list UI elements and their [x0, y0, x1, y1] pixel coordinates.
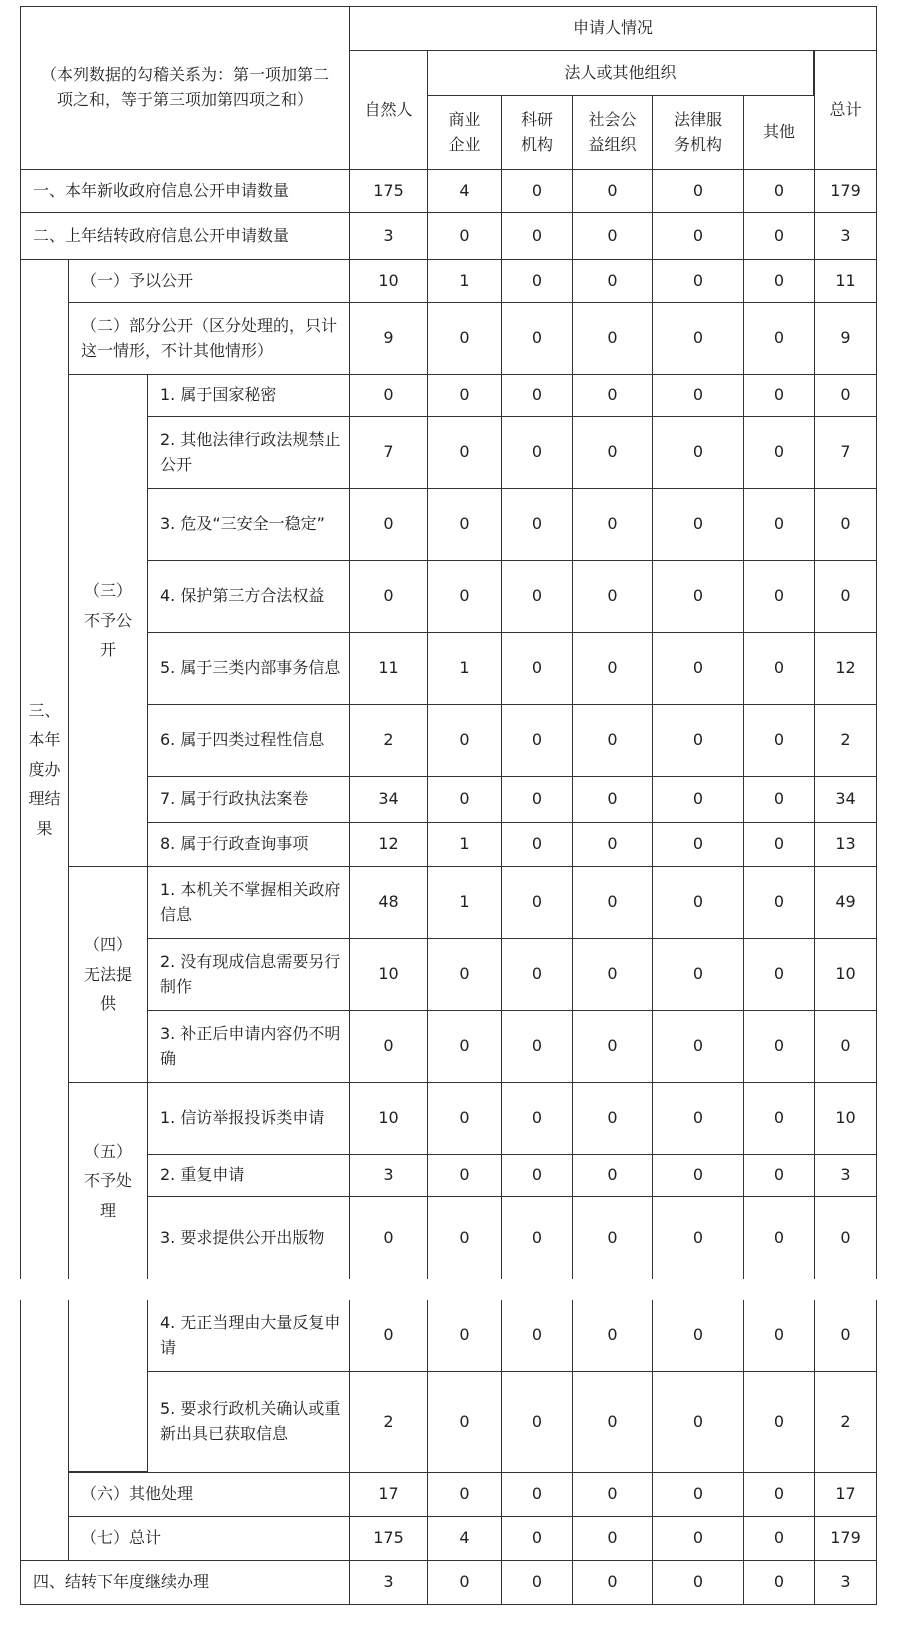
cell-commercial: 0 — [427, 374, 502, 417]
cell-commercial: 1 — [427, 632, 502, 705]
cell-public-welfare: 0 — [572, 822, 653, 867]
cell-other: 0 — [743, 1299, 815, 1372]
cell-natural-person: 0 — [349, 1299, 428, 1372]
cell-legal-service: 0 — [652, 1516, 744, 1561]
cell-commercial: 0 — [427, 1154, 502, 1197]
header-other: 其他 — [743, 95, 815, 170]
header-note: （本列数据的勾稽关系为：第一项加第二项之和，等于第三项加第四项之和） — [20, 6, 350, 170]
cell-total: 0 — [814, 560, 877, 633]
cell-legal-service: 0 — [652, 866, 744, 939]
cell-other: 0 — [743, 632, 815, 705]
row-label: （七）总计 — [68, 1516, 350, 1561]
header-total: 总计 — [814, 50, 877, 170]
cell-public-welfare: 0 — [572, 1154, 653, 1197]
row-label: 1. 信访举报投诉类申请 — [147, 1082, 350, 1155]
row-label: 5. 属于三类内部事务信息 — [147, 632, 350, 705]
cell-other: 0 — [743, 1196, 815, 1280]
cell-total: 179 — [814, 169, 877, 213]
cell-natural-person: 17 — [349, 1472, 428, 1517]
row-label: 3. 补正后申请内容仍不明确 — [147, 1010, 350, 1083]
cell-total: 179 — [814, 1516, 877, 1561]
cell-natural-person: 2 — [349, 704, 428, 777]
cell-commercial: 0 — [427, 1299, 502, 1372]
cell-other: 0 — [743, 1154, 815, 1197]
cell-commercial: 0 — [427, 704, 502, 777]
cell-total: 0 — [814, 1010, 877, 1083]
cell-commercial: 0 — [427, 302, 502, 375]
cell-commercial: 4 — [427, 169, 502, 213]
cell-natural-person: 3 — [349, 212, 428, 260]
cell-legal-service: 0 — [652, 212, 744, 260]
cell-total: 12 — [814, 632, 877, 705]
cell-commercial: 0 — [427, 488, 502, 561]
section3-label: 三、本年度办理结果 — [20, 259, 69, 1280]
cell-other: 0 — [743, 169, 815, 213]
row-label: 8. 属于行政查询事项 — [147, 822, 350, 867]
group-no-disclose-label: （三）不予公开 — [68, 374, 148, 867]
cell-commercial: 0 — [427, 212, 502, 260]
row-label: 1. 属于国家秘密 — [147, 374, 350, 417]
cell-public-welfare: 0 — [572, 1371, 653, 1473]
cell-public-welfare: 0 — [572, 212, 653, 260]
cell-total: 13 — [814, 822, 877, 867]
cell-other: 0 — [743, 416, 815, 489]
page-break-gap — [0, 1279, 900, 1300]
cell-commercial: 0 — [427, 776, 502, 823]
row-label: 3. 危及“三安全一稳定” — [147, 488, 350, 561]
cell-other: 0 — [743, 212, 815, 260]
cell-total: 0 — [814, 488, 877, 561]
cell-commercial: 0 — [427, 1560, 502, 1605]
cell-total: 0 — [814, 1196, 877, 1280]
cell-public-welfare: 0 — [572, 488, 653, 561]
cell-research: 0 — [501, 169, 573, 213]
cell-public-welfare: 0 — [572, 1516, 653, 1561]
cell-research: 0 — [501, 1299, 573, 1372]
cell-commercial: 0 — [427, 1472, 502, 1517]
row-label: 2. 重复申请 — [147, 1154, 350, 1197]
header-legal-service: 法律服务机构 — [652, 95, 744, 170]
cell-commercial: 0 — [427, 416, 502, 489]
row-label: 5. 要求行政机关确认或重新出具已获取信息 — [147, 1371, 350, 1473]
cell-commercial: 4 — [427, 1516, 502, 1561]
cell-total: 0 — [814, 374, 877, 417]
cell-other: 0 — [743, 938, 815, 1011]
cell-other: 0 — [743, 822, 815, 867]
group-not-handled-label-continued — [68, 1299, 148, 1472]
cell-total: 10 — [814, 1082, 877, 1155]
cell-legal-service: 0 — [652, 169, 744, 213]
cell-research: 0 — [501, 488, 573, 561]
cell-commercial: 0 — [427, 1010, 502, 1083]
cell-natural-person: 0 — [349, 374, 428, 417]
cell-research: 0 — [501, 212, 573, 260]
row-label: 2. 没有现成信息需要另行制作 — [147, 938, 350, 1011]
cell-other: 0 — [743, 704, 815, 777]
cell-public-welfare: 0 — [572, 1196, 653, 1280]
cell-total: 34 — [814, 776, 877, 823]
cell-total: 17 — [814, 1472, 877, 1517]
cell-public-welfare: 0 — [572, 374, 653, 417]
cell-public-welfare: 0 — [572, 1560, 653, 1605]
cell-total: 3 — [814, 1560, 877, 1605]
cell-natural-person: 0 — [349, 488, 428, 561]
cell-public-welfare: 0 — [572, 259, 653, 303]
cell-total: 49 — [814, 866, 877, 939]
row-label: 四、结转下年度继续办理 — [20, 1560, 350, 1605]
cell-natural-person: 34 — [349, 776, 428, 823]
cell-legal-service: 0 — [652, 416, 744, 489]
cell-legal-service: 0 — [652, 776, 744, 823]
cell-natural-person: 0 — [349, 1196, 428, 1280]
cell-legal-service: 0 — [652, 1299, 744, 1372]
cell-legal-service: 0 — [652, 374, 744, 417]
cell-public-welfare: 0 — [572, 866, 653, 939]
cell-legal-service: 0 — [652, 1154, 744, 1197]
cell-natural-person: 3 — [349, 1560, 428, 1605]
cell-natural-person: 3 — [349, 1154, 428, 1197]
cell-other: 0 — [743, 866, 815, 939]
cell-public-welfare: 0 — [572, 1010, 653, 1083]
cell-natural-person: 10 — [349, 938, 428, 1011]
cell-total: 10 — [814, 938, 877, 1011]
cell-commercial: 0 — [427, 560, 502, 633]
row-label: 4. 保护第三方合法权益 — [147, 560, 350, 633]
cell-legal-service: 0 — [652, 1472, 744, 1517]
cell-legal-service: 0 — [652, 1371, 744, 1473]
cell-other: 0 — [743, 259, 815, 303]
cell-other: 0 — [743, 1472, 815, 1517]
cell-research: 0 — [501, 1472, 573, 1517]
row-label: 6. 属于四类过程性信息 — [147, 704, 350, 777]
cell-research: 0 — [501, 259, 573, 303]
cell-public-welfare: 0 — [572, 302, 653, 375]
header-research: 科研机构 — [501, 95, 573, 170]
cell-public-welfare: 0 — [572, 1472, 653, 1517]
cell-natural-person: 2 — [349, 1371, 428, 1473]
cell-legal-service: 0 — [652, 1560, 744, 1605]
cell-public-welfare: 0 — [572, 560, 653, 633]
cell-research: 0 — [501, 416, 573, 489]
cell-total: 2 — [814, 704, 877, 777]
header-applicant-situation: 申请人情况 — [349, 6, 877, 51]
cell-research: 0 — [501, 1560, 573, 1605]
cell-other: 0 — [743, 1082, 815, 1155]
row-label: （二）部分公开（区分处理的，只计这一情形，不计其他情形） — [68, 302, 350, 375]
cell-legal-service: 0 — [652, 1010, 744, 1083]
row-label: 2. 其他法律行政法规禁止公开 — [147, 416, 350, 489]
cell-total: 2 — [814, 1371, 877, 1473]
cell-commercial: 0 — [427, 938, 502, 1011]
row-label: 3. 要求提供公开出版物 — [147, 1196, 350, 1280]
cell-other: 0 — [743, 1371, 815, 1473]
group-unable-label: （四）无法提供 — [68, 866, 148, 1083]
group-not-handled-label: （五）不予处理 — [68, 1082, 148, 1280]
cell-natural-person: 0 — [349, 560, 428, 633]
cell-other: 0 — [743, 1560, 815, 1605]
cell-research: 0 — [501, 1516, 573, 1561]
cell-natural-person: 11 — [349, 632, 428, 705]
row-label: 4. 无正当理由大量反复申请 — [147, 1299, 350, 1372]
cell-natural-person: 9 — [349, 302, 428, 375]
cell-legal-service: 0 — [652, 302, 744, 375]
cell-research: 0 — [501, 1010, 573, 1083]
cell-natural-person: 175 — [349, 169, 428, 213]
cell-other: 0 — [743, 374, 815, 417]
row-label: 7. 属于行政执法案卷 — [147, 776, 350, 823]
cell-natural-person: 0 — [349, 1010, 428, 1083]
cell-other: 0 — [743, 776, 815, 823]
cell-research: 0 — [501, 1196, 573, 1280]
cell-legal-service: 0 — [652, 560, 744, 633]
row-label: （六）其他处理 — [68, 1472, 350, 1517]
cell-research: 0 — [501, 1082, 573, 1155]
cell-other: 0 — [743, 1516, 815, 1561]
cell-research: 0 — [501, 374, 573, 417]
row-label: 1. 本机关不掌握相关政府信息 — [147, 866, 350, 939]
cell-research: 0 — [501, 302, 573, 375]
cell-research: 0 — [501, 938, 573, 1011]
cell-legal-service: 0 — [652, 632, 744, 705]
cell-research: 0 — [501, 822, 573, 867]
cell-public-welfare: 0 — [572, 632, 653, 705]
cell-legal-service: 0 — [652, 822, 744, 867]
cell-research: 0 — [501, 704, 573, 777]
cell-commercial: 1 — [427, 866, 502, 939]
header-public-welfare: 社会公益组织 — [572, 95, 653, 170]
cell-other: 0 — [743, 488, 815, 561]
cell-other: 0 — [743, 302, 815, 375]
cell-research: 0 — [501, 866, 573, 939]
cell-legal-service: 0 — [652, 1196, 744, 1280]
cell-natural-person: 10 — [349, 259, 428, 303]
cell-research: 0 — [501, 1371, 573, 1473]
cell-research: 0 — [501, 560, 573, 633]
cell-research: 0 — [501, 632, 573, 705]
cell-public-welfare: 0 — [572, 416, 653, 489]
section3-label-continued — [20, 1299, 69, 1574]
cell-total: 0 — [814, 1299, 877, 1372]
cell-legal-service: 0 — [652, 1082, 744, 1155]
cell-natural-person: 12 — [349, 822, 428, 867]
cell-total: 11 — [814, 259, 877, 303]
cell-legal-service: 0 — [652, 259, 744, 303]
row-label: 二、上年结转政府信息公开申请数量 — [20, 212, 350, 260]
cell-commercial: 0 — [427, 1082, 502, 1155]
row-label: 一、本年新收政府信息公开申请数量 — [20, 169, 350, 213]
cell-public-welfare: 0 — [572, 1299, 653, 1372]
cell-natural-person: 175 — [349, 1516, 428, 1561]
cell-total: 3 — [814, 212, 877, 260]
cell-legal-service: 0 — [652, 488, 744, 561]
cell-public-welfare: 0 — [572, 1082, 653, 1155]
cell-commercial: 0 — [427, 1196, 502, 1280]
cell-legal-service: 0 — [652, 938, 744, 1011]
cell-public-welfare: 0 — [572, 938, 653, 1011]
cell-legal-service: 0 — [652, 704, 744, 777]
cell-public-welfare: 0 — [572, 776, 653, 823]
header-legal-org: 法人或其他组织 — [427, 50, 814, 96]
cell-public-welfare: 0 — [572, 704, 653, 777]
cell-research: 0 — [501, 1154, 573, 1197]
cell-natural-person: 10 — [349, 1082, 428, 1155]
cell-total: 3 — [814, 1154, 877, 1197]
cell-research: 0 — [501, 776, 573, 823]
cell-natural-person: 48 — [349, 866, 428, 939]
cell-total: 9 — [814, 302, 877, 375]
row-label: （一）予以公开 — [68, 259, 350, 303]
cell-commercial: 1 — [427, 259, 502, 303]
cell-other: 0 — [743, 1010, 815, 1083]
cell-total: 7 — [814, 416, 877, 489]
cell-commercial: 0 — [427, 1371, 502, 1473]
header-commercial: 商业企业 — [427, 95, 502, 170]
cell-other: 0 — [743, 560, 815, 633]
cell-natural-person: 7 — [349, 416, 428, 489]
cell-public-welfare: 0 — [572, 169, 653, 213]
cell-commercial: 1 — [427, 822, 502, 867]
header-natural-person: 自然人 — [349, 50, 428, 170]
